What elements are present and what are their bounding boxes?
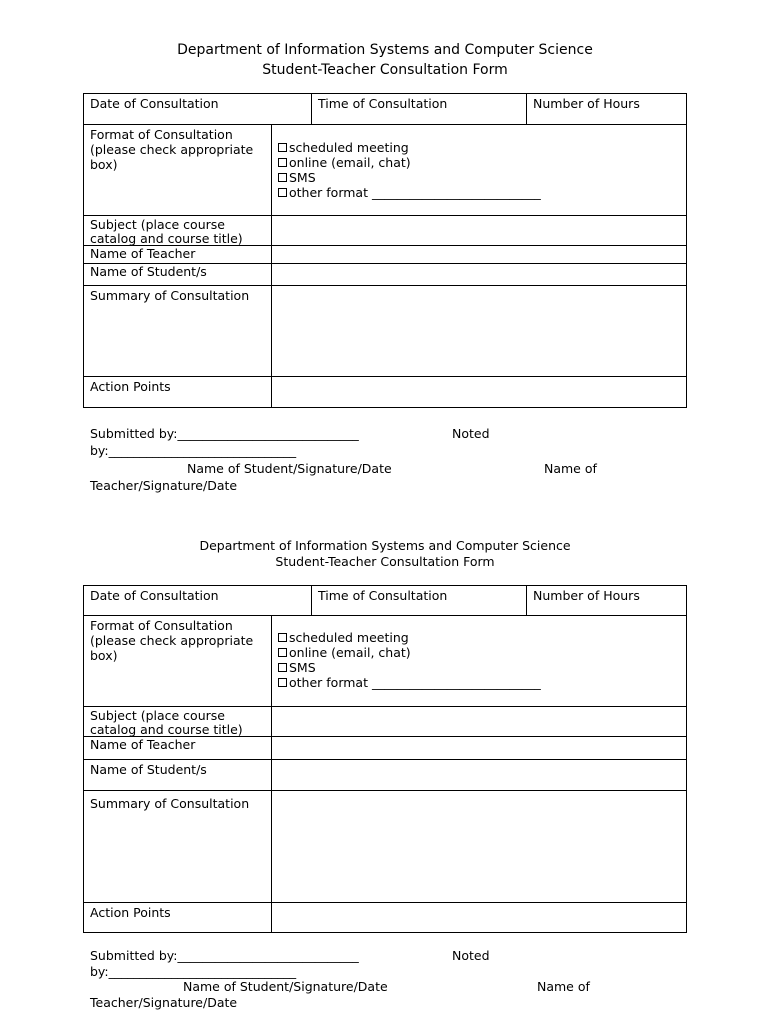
name-of-teacher-label: Name of Teacher [90,737,196,752]
table-row-action-points [84,377,686,407]
table-row-summary [84,286,686,377]
option-sms[interactable] [278,660,541,675]
number-of-hours-label: Number of Hours [533,96,640,111]
action-points-field[interactable] [271,903,686,932]
table-row-student [84,264,686,286]
format-options-list [278,630,541,690]
teacher-signature-caption: Teacher/Signature/Date [90,995,238,1010]
table-row-teacher [84,246,686,264]
option-label: online (email, chat) [289,155,411,170]
name-of-teacher-field[interactable] [271,737,686,759]
format-of-consultation-label: Format of Consultation (please check appropriate box) [90,127,254,172]
option-online[interactable] [278,155,541,170]
checkbox-icon[interactable] [278,158,287,167]
option-other-format[interactable] [278,185,541,200]
teacher-signature-caption: Teacher/Signature/Date [90,478,238,493]
option-label: other format ___________________________ [289,185,541,200]
table-row-date-time-hours [84,94,686,125]
date-of-consultation-label: Date of Consultation [90,96,219,111]
option-label: scheduled meeting [289,140,409,155]
table-row-date-time-hours [84,586,686,616]
checkbox-icon[interactable] [278,678,287,687]
option-label: SMS [289,660,316,675]
time-of-consultation-label: Time of Consultation [318,96,448,111]
name-of-students-field[interactable] [271,760,686,790]
action-points-field[interactable] [271,377,686,407]
summary-of-consultation-field[interactable] [271,286,686,376]
noted-by-line: by:______________________________ [90,443,297,458]
name-of-students-label: Name of Student/s [90,762,207,777]
form-heading-department: Department of Information Systems and Computer Science [177,42,593,58]
option-scheduled-meeting[interactable] [278,140,541,155]
checkbox-icon[interactable] [278,648,287,657]
option-online[interactable] [278,645,541,660]
time-of-consultation-label: Time of Consultation [318,588,448,603]
submitted-by-line: Submitted by:_____________________________ [90,948,359,963]
summary-of-consultation-field[interactable] [271,791,686,902]
noted-by-line: by:______________________________ [90,964,297,979]
number-of-hours-field[interactable] [526,586,686,615]
name-of-students-field[interactable] [271,264,686,285]
subject-label: Subject (place course catalog and course title) [90,217,243,246]
form-heading-title: Student-Teacher Consultation Form [262,62,508,78]
option-scheduled-meeting[interactable] [278,630,541,645]
format-of-consultation-label: Format of Consultation (please check appropriate box) [90,618,254,663]
action-points-label: Action Points [90,905,171,920]
subject-field[interactable] [271,216,686,245]
time-of-consultation-field[interactable] [311,586,527,615]
option-sms[interactable] [278,170,541,185]
table-row-student [84,760,686,791]
form-heading-title: Student-Teacher Consultation Form [275,554,495,569]
format-options-list [278,140,541,200]
name-of-teacher-field[interactable] [271,246,686,263]
number-of-hours-label: Number of Hours [533,588,640,603]
option-label: scheduled meeting [289,630,409,645]
name-of-caption: Name of [537,979,590,994]
summary-of-consultation-label: Summary of Consultation [90,288,250,303]
option-other-format[interactable] [278,675,541,690]
checkbox-icon[interactable] [278,663,287,672]
submitted-by-line: Submitted by:_____________________________ [90,426,359,441]
name-of-teacher-label: Name of Teacher [90,246,196,261]
name-of-students-label: Name of Student/s [90,264,207,279]
option-label: online (email, chat) [289,645,411,660]
number-of-hours-field[interactable] [526,94,686,124]
student-signature-caption: Name of Student/Signature/Date [183,979,388,994]
noted-label: Noted [452,426,490,441]
table-row-action-points [84,903,686,932]
table-row-subject [84,216,686,246]
student-signature-caption: Name of Student/Signature/Date [187,461,392,476]
form-heading-department: Department of Information Systems and Computer Science [199,538,571,553]
noted-label: Noted [452,948,490,963]
summary-of-consultation-label: Summary of Consultation [90,796,250,811]
table-row-subject [84,707,686,737]
subject-label: Subject (place course catalog and course title) [90,708,243,737]
checkbox-icon[interactable] [278,143,287,152]
table-row-teacher [84,737,686,760]
option-label: other format ___________________________ [289,675,541,690]
checkbox-icon[interactable] [278,188,287,197]
action-points-label: Action Points [90,379,171,394]
time-of-consultation-field[interactable] [311,94,527,124]
table-row-summary [84,791,686,903]
name-of-caption: Name of [544,461,597,476]
subject-field[interactable] [271,707,686,736]
option-label: SMS [289,170,316,185]
date-of-consultation-label: Date of Consultation [90,588,219,603]
checkbox-icon[interactable] [278,633,287,642]
checkbox-icon[interactable] [278,173,287,182]
